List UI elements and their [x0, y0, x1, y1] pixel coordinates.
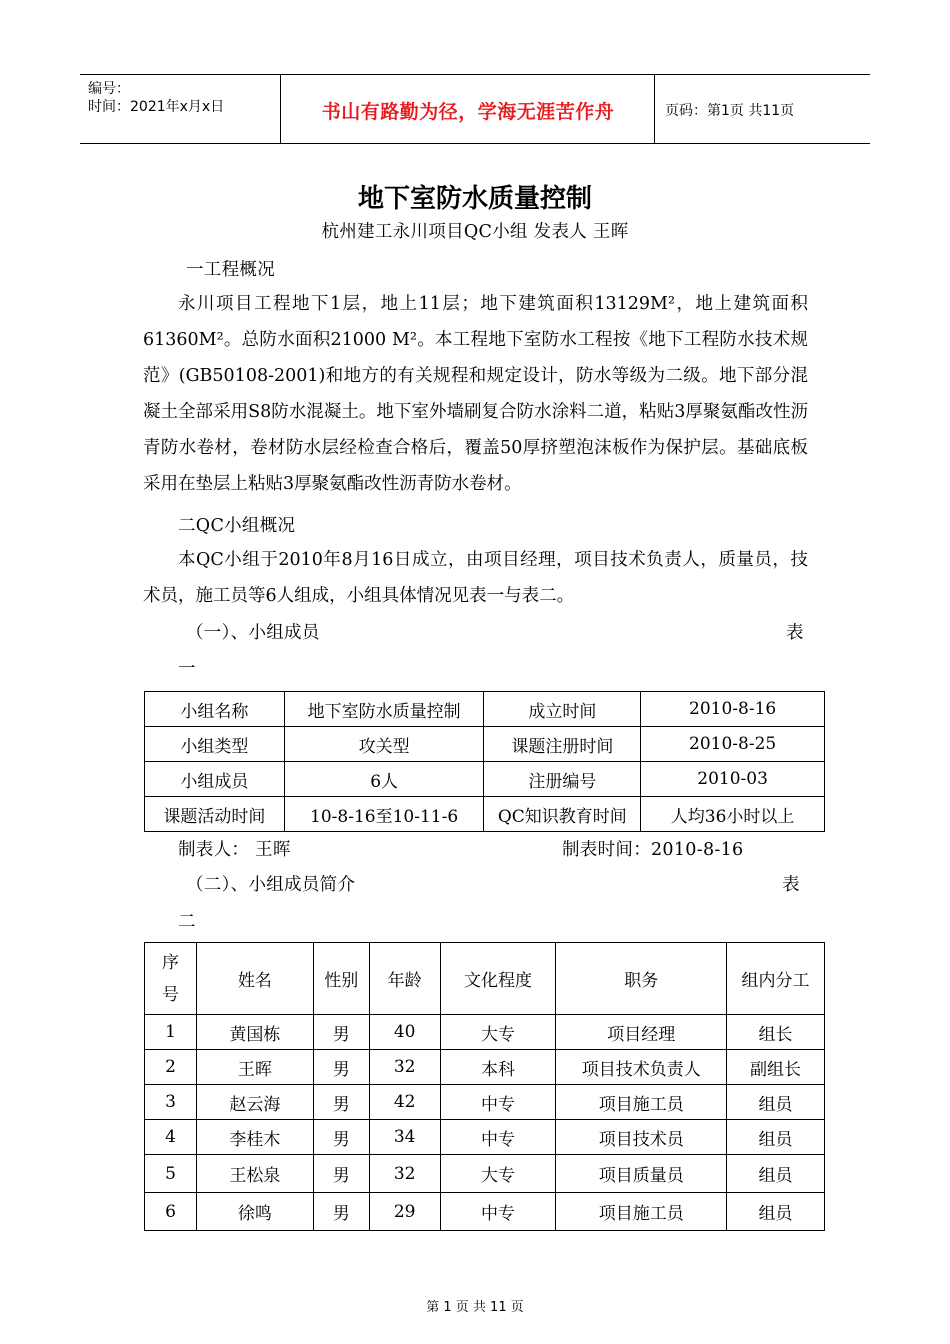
table-cell: 项目施工员	[556, 1193, 727, 1231]
table-row	[145, 692, 825, 727]
table-cell: 组员	[727, 1085, 825, 1120]
table-cell: 王松泉	[196, 1155, 313, 1193]
table-cell: 小组成员	[145, 762, 285, 797]
column-header: 年龄	[369, 943, 440, 1015]
table-row	[145, 1193, 825, 1231]
table-cell: 32	[369, 1155, 440, 1193]
table-cell: 2010-8-25	[641, 727, 825, 762]
table-cell: 项目技术负责人	[556, 1050, 727, 1085]
table-cell: 6人	[284, 762, 484, 797]
table-cell: QC知识教育时间	[484, 797, 641, 832]
table-cell: 课题活动时间	[145, 797, 285, 832]
header-page-number: 页码：第1页 共11页	[665, 103, 795, 119]
table-cell: 男	[313, 1050, 369, 1085]
table-cell: 项目经理	[556, 1015, 727, 1050]
column-header: 文化程度	[440, 943, 556, 1015]
table-cell: 组员	[727, 1193, 825, 1231]
table-row	[145, 762, 825, 797]
section-heading-overview: 一工程概况	[186, 260, 275, 280]
table-cell: 李桂木	[196, 1120, 313, 1155]
table-row	[145, 727, 825, 762]
column-header: 姓名	[196, 943, 313, 1015]
header-divider-left	[280, 75, 281, 143]
header-number: 编号：	[88, 81, 130, 97]
table-row	[145, 1015, 825, 1050]
table-cell: 小组名称	[145, 692, 285, 727]
table-cell: 32	[369, 1050, 440, 1085]
table-row	[145, 1120, 825, 1155]
table-cell: 中专	[440, 1085, 556, 1120]
table-cell: 成立时间	[484, 692, 641, 727]
table-cell: 男	[313, 1120, 369, 1155]
table-cell: 副组长	[727, 1050, 825, 1085]
table-cell: 组员	[727, 1120, 825, 1155]
table-cell: 中专	[440, 1120, 556, 1155]
table1-caption-label: 表	[786, 623, 804, 643]
table-make-time: 制表时间：2010-8-16	[562, 840, 744, 860]
table-header-row	[145, 943, 825, 1015]
table-cell: 组长	[727, 1015, 825, 1050]
table-cell: 1	[145, 1015, 197, 1050]
table-cell: 40	[369, 1015, 440, 1050]
table-cell: 地下室防水质量控制	[284, 692, 484, 727]
group-members-table	[144, 691, 825, 832]
table2-caption: （二）、小组成员简介	[186, 875, 356, 895]
header-motto: 书山有路勤为径，学海无涯苦作舟	[321, 101, 615, 123]
table-cell: 课题注册时间	[484, 727, 641, 762]
column-header: 序号	[145, 943, 197, 1015]
table-cell: 中专	[440, 1193, 556, 1231]
table-cell: 项目质量员	[556, 1155, 727, 1193]
header-divider-right	[654, 75, 655, 143]
table-cell: 大专	[440, 1155, 556, 1193]
table-cell: 项目施工员	[556, 1085, 727, 1120]
table-cell: 注册编号	[484, 762, 641, 797]
table-row	[145, 1155, 825, 1193]
section-heading-qc-group: 二QC小组概况	[178, 516, 296, 536]
table-cell: 男	[313, 1193, 369, 1231]
table-row	[145, 1050, 825, 1085]
table-cell: 徐鸣	[196, 1193, 313, 1231]
table-cell: 2010-03	[641, 762, 825, 797]
table-row	[145, 1085, 825, 1120]
header-time: 时间：2021年x月x日	[88, 99, 225, 115]
section-body-overview: 永川项目工程地下1层，地上11层；地下建筑面积13129M²，地上建筑面积61360M²。总防水面积21000 M²。本工程地下室防水工程按《地下工程防水技术规范》(GB50108-2001)和地方的有关规程和规定设计，防水等级为二级。地下部分混凝土全部采用S8防水混凝土。地下室外墙刷复合防水涂料二道，粘贴3厚聚氨酯改性沥青防水卷材，卷材防水层经检查合格后，覆盖50厚挤塑泡沫板作为保护层。基础底板采用在垫层上粘贴3厚聚氨酯改性沥青防水卷材。	[143, 294, 808, 494]
table-cell: 5	[145, 1155, 197, 1193]
table-cell: 4	[145, 1120, 197, 1155]
column-header: 职务	[556, 943, 727, 1015]
table-cell: 6	[145, 1193, 197, 1231]
table-cell: 人均36小时以上	[641, 797, 825, 832]
table1-caption-number: 一	[178, 659, 196, 679]
table-cell: 34	[369, 1120, 440, 1155]
table2-caption-label: 表	[782, 875, 800, 895]
page-footer: 第 1 页 共 11 页	[426, 1300, 524, 1315]
table-cell: 王晖	[196, 1050, 313, 1085]
table-cell: 男	[313, 1015, 369, 1050]
table-maker: 制表人： 王晖	[178, 840, 291, 860]
column-header: 性别	[313, 943, 369, 1015]
table-cell: 小组类型	[145, 727, 285, 762]
table-cell: 本科	[440, 1050, 556, 1085]
table2-caption-number: 二	[178, 912, 196, 932]
table-row	[145, 797, 825, 832]
member-profiles-table	[144, 942, 825, 1231]
column-header: 组内分工	[727, 943, 825, 1015]
table-cell: 2	[145, 1050, 197, 1085]
table-cell: 黄国栋	[196, 1015, 313, 1050]
table-cell: 3	[145, 1085, 197, 1120]
table1-caption: （一）、小组成员	[186, 623, 320, 643]
table-cell: 项目技术员	[556, 1120, 727, 1155]
table-cell: 男	[313, 1085, 369, 1120]
table-cell: 赵云海	[196, 1085, 313, 1120]
table-cell: 10-8-16至10-11-6	[284, 797, 484, 832]
section-body-qc-group: 本QC小组于2010年8月16日成立，由项目经理，项目技术负责人，质量员，技术员，施工员等6人组成，小组具体情况见表一与表二。	[143, 550, 808, 606]
page-header	[80, 74, 870, 144]
table-cell: 组员	[727, 1155, 825, 1193]
table-cell: 大专	[440, 1015, 556, 1050]
table-cell: 攻关型	[284, 727, 484, 762]
page-title: 地下室防水质量控制	[357, 184, 592, 214]
page-subtitle: 杭州建工永川项目QC小组 发表人 王晖	[321, 222, 629, 242]
table-cell: 2010-8-16	[641, 692, 825, 727]
table-cell: 42	[369, 1085, 440, 1120]
table-cell: 29	[369, 1193, 440, 1231]
table-cell: 男	[313, 1155, 369, 1193]
